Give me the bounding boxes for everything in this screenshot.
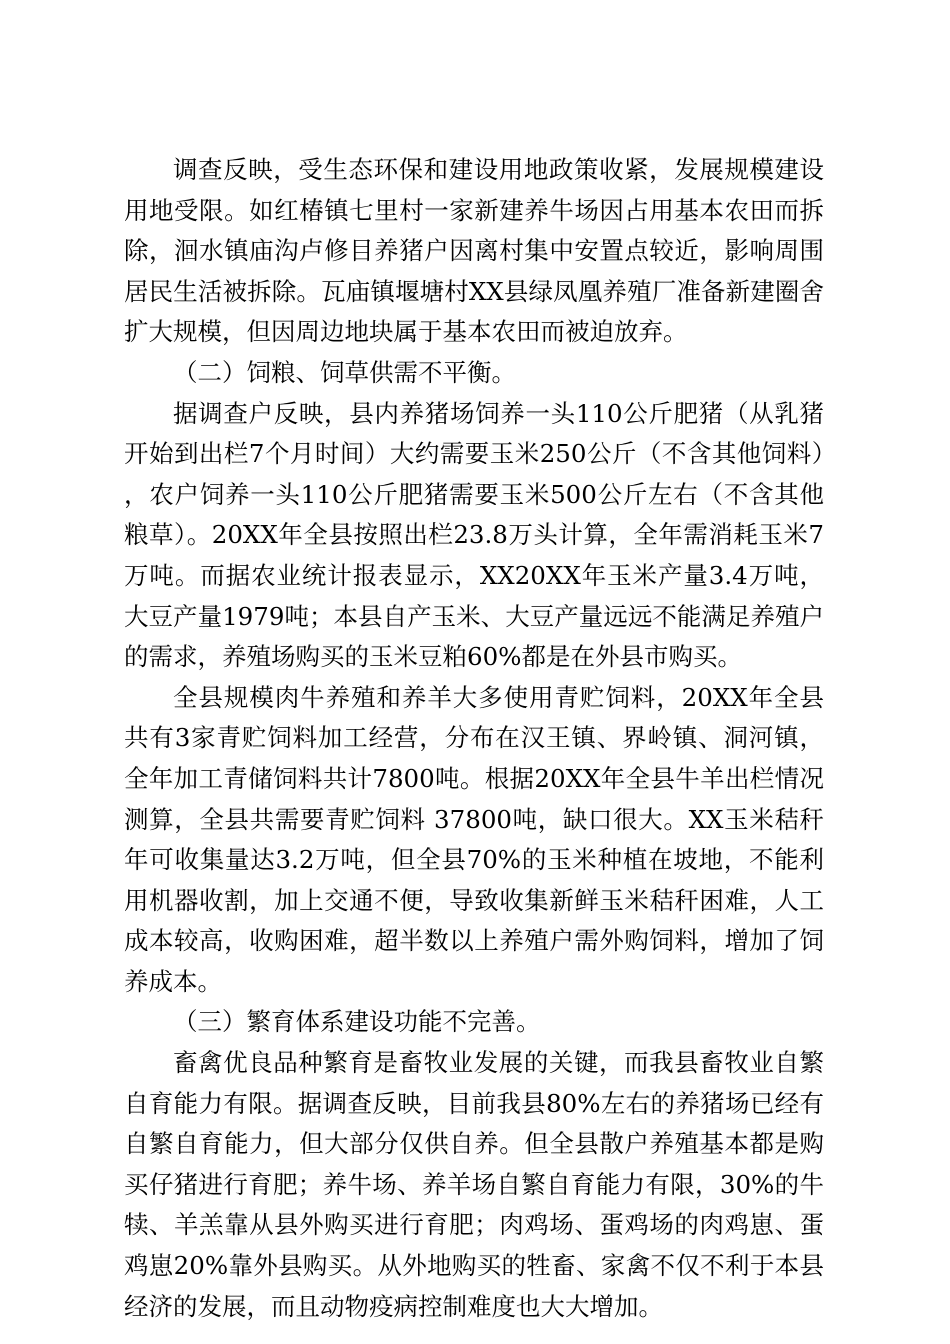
paragraph-land-restriction: 调查反映，受生态环保和建设用地政策收紧，发展规模建设用地受限。如红椿镇七里村一家新建养牛场因占用基本农田而拆除，洄水镇庙沟卢修目养猪户因离村集中安置点较近，影响周围居民生活被拆除。瓦庙镇堰塘村XX县绿凤凰养殖厂准备新建圈舍扩大规模，但因周边地块属于基本农田而被迫放弃。 bbox=[124, 155, 824, 347]
paragraph-silage-feed: 全县规模肉牛养殖和养羊大多使用青贮饲料，20XX年全县共有3家青贮饲料加工经营，分布在汉王镇、界岭镇、洞河镇，全年加工青储饲料共计7800吨。根据20XX年全县牛羊出栏情况测算，全县共需要青贮饲料 37800吨，缺口很大。XX玉米秸秆年可收集量达3.2万吨，但全县70%的玉米种植在坡地，不能利用机器收割，加上交通不便，导致收集新鲜玉米秸秆困难，人工成本较高，收购困难，超半数以上养殖户需外购饲料，增加了饲养成本。 bbox=[124, 682, 824, 996]
paragraph-corn-demand: 据调查户反映，县内养猪场饲养一头110公斤肥猪（从乳猪开始到出栏7个月时间）大约需要玉米250公斤（不含其他饲料），农户饲养一头110公斤肥猪需要玉米500公斤左右（不含其他粮草）。20XX年全县按照出栏23.8万头计算，全年需消耗玉米7万吨。而据农业统计报表显示，XX20XX年玉米产量3.4万吨，大豆产量1979吨；本县自产玉米、大豆产量远远不能满足养殖户的需求，养殖场购买的玉米豆粕60%都是在外县市购买。 bbox=[124, 398, 824, 672]
section-heading-breeding-system: （三）繁育体系建设功能不完善。 bbox=[173, 1007, 541, 1037]
paragraph-breeding-capacity: 畜禽优良品种繁育是畜牧业发展的关键，而我县畜牧业自繁自育能力有限。据调查反映，目前我县80%左右的养猪场已经有自繁自育能力，但大部分仅供自养。但全县散户养殖基本都是购买仔猪进行育肥；养牛场、养羊场自繁自育能力有限，30%的牛犊、羊羔靠从县外购买进行育肥；肉鸡场、蛋鸡场的肉鸡崽、蛋鸡崽20%靠外县购买。从外地购买的牲畜、家禽不仅不利于本县经济的发展，而且动物疫病控制难度也大大增加。 bbox=[124, 1048, 824, 1321]
section-heading-feed-imbalance: （二）饲粮、饲草供需不平衡。 bbox=[173, 357, 516, 387]
document-body bbox=[124, 150, 824, 1327]
